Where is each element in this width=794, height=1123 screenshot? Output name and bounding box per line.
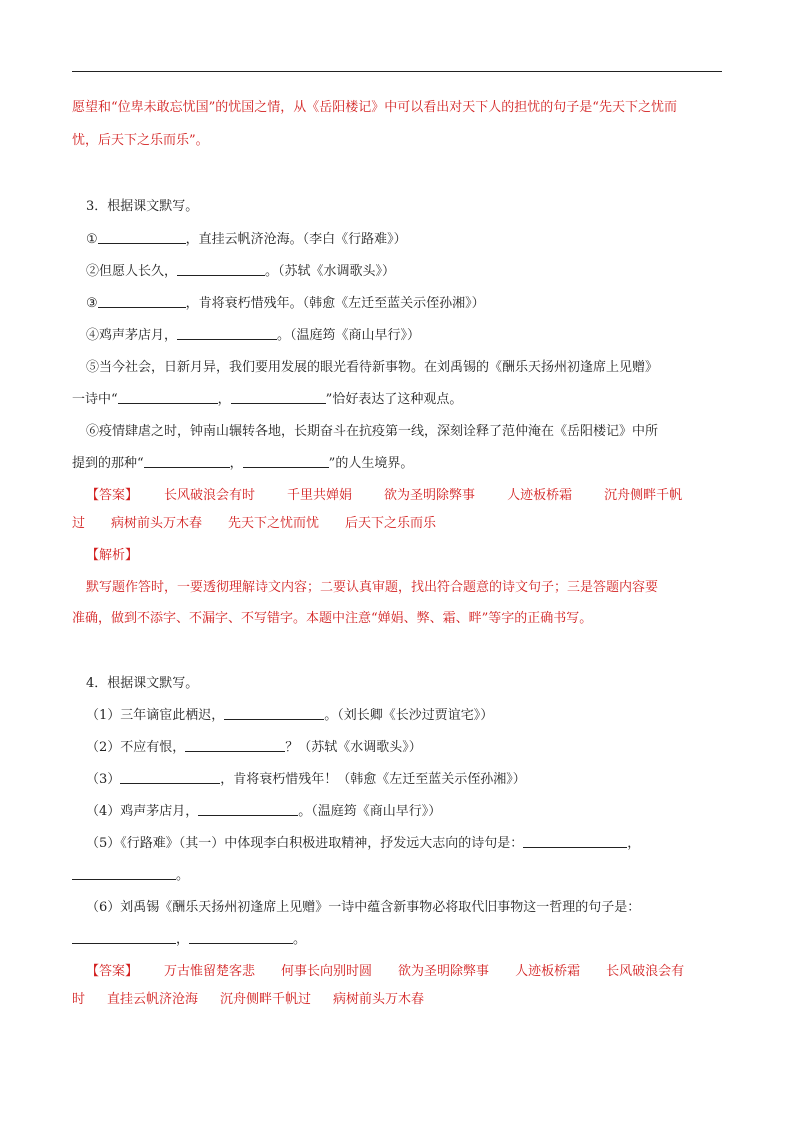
q3-item-4 <box>86 326 420 346</box>
q3-item-2-text-b: 。（苏轼《水调歌头》） <box>265 264 396 279</box>
q3-item-6-text-b: ， <box>229 456 243 471</box>
header-rule <box>72 71 722 72</box>
answer-item: 长风破浪会有时 <box>164 488 256 503</box>
q4-item-6-end: 。 <box>293 932 307 947</box>
q4-item-4-text-a: （4）鸡声茅店月， <box>86 804 199 819</box>
q4-item-2-text-b: ？（苏轼《水调歌头》） <box>285 740 422 755</box>
q4-item-3 <box>86 770 526 790</box>
q3-item-3-text: ，肯将衰朽惜残年。（韩愈《左迁至蓝关示侄孙湘》） <box>185 296 485 311</box>
q3-item-5-line-2 <box>72 390 462 410</box>
fill-blank[interactable] <box>185 739 285 752</box>
answer-item: 千里共婵娟 <box>287 488 353 503</box>
answer-item: 欲为圣明除弊事 <box>398 964 490 979</box>
fill-blank[interactable] <box>224 707 324 720</box>
q3-analysis-line-2: 准确，做到不添字、不漏字、不写错字。本题中注意“婵娟、弊、霜、畔”等字的正确书写。 <box>72 611 593 626</box>
q4-item-4-text-b: 。（温庭筠《商山早行》） <box>298 804 442 819</box>
q4-item-5-line-1 <box>86 834 640 854</box>
q4-heading: 4．根据课文默写。 <box>86 676 199 691</box>
q3-analysis-tag: 【解析】 <box>86 548 139 563</box>
q4-item-2-text-a: （2）不应有恨， <box>86 740 186 755</box>
q3-item-4-text-a: ④鸡声茅店月， <box>86 328 178 343</box>
answer-tag: 【答案】 <box>86 964 139 979</box>
answer-item: 时 <box>72 992 86 1007</box>
q3-item-2 <box>86 262 395 282</box>
q3-item-3 <box>86 294 485 314</box>
fill-blank[interactable] <box>243 455 329 468</box>
answer-item: 过 <box>72 516 86 531</box>
answer-item: 沉舟侧畔千帆过 <box>220 992 312 1007</box>
answer-item: 后天下之乐而乐 <box>345 516 437 531</box>
q4-item-3-text-a: （3） <box>86 772 121 787</box>
q4-item-1-text-a: （1）三年谪宦此栖迟， <box>86 708 225 723</box>
fill-blank[interactable] <box>177 327 277 340</box>
q3-answer-line-1 <box>86 486 682 506</box>
q4-item-6-line-2 <box>72 930 306 950</box>
answer-item: 沉舟侧畔千帆 <box>604 488 683 503</box>
fill-blank[interactable] <box>98 231 186 244</box>
answer-item: 人迹板桥霜 <box>507 488 573 503</box>
q3-item-6-text-c: ”的人生境界。 <box>328 456 414 471</box>
answer-item: 长风破浪会有 <box>606 964 685 979</box>
fill-blank[interactable] <box>98 295 186 308</box>
q3-item-6-line-2 <box>72 454 413 474</box>
answer-item: 何事长向别时圆 <box>281 964 373 979</box>
answer-item: 病树前头万木春 <box>111 516 203 531</box>
fill-blank[interactable] <box>177 263 265 276</box>
fill-blank[interactable] <box>120 771 220 784</box>
q3-item-1 <box>86 230 407 250</box>
q4-answer-line-1 <box>86 962 684 982</box>
answer-item: 欲为圣明除弊事 <box>384 488 476 503</box>
fill-blank[interactable] <box>72 931 176 944</box>
answer-item: 万古惟留楚客悲 <box>164 964 256 979</box>
q3-item-5-line-1: ⑤当今社会，日新月异，我们要用发展的眼光看待新事物。在刘禹锡的《酬乐天扬州初逢席上见赠》 <box>86 360 659 375</box>
answer-item: 先天下之忧而忧 <box>228 516 320 531</box>
q3-item-3-mark: ③ <box>86 296 98 311</box>
q3-item-1-mark: ① <box>86 232 98 247</box>
q3-answer-line-2 <box>72 514 436 534</box>
fill-blank[interactable] <box>231 391 326 404</box>
q3-item-4-text-b: 。（温庭筠《商山早行》） <box>277 328 421 343</box>
q4-item-5-line-2 <box>72 866 189 886</box>
answer-item: 直挂云帆济沧海 <box>107 992 199 1007</box>
q3-item-2-text-a: ②但愿人长久， <box>86 264 178 279</box>
prev-answer-line-1: 愿望和“位卑未敢忘忧国”的忧国之情，从《岳阳楼记》中可以看出对天下人的担忧的句子是“先天下之忧而 <box>72 100 677 115</box>
q4-item-5-text: （5）《行路难》（其一）中体现李白积极进取精神，抒发远大志向的诗句是： <box>86 836 524 851</box>
answer-item: 人迹板桥霜 <box>515 964 581 979</box>
q4-item-6-line-1: （6）刘禹锡《酬乐天扬州初逢席上见赠》一诗中蕴含新事物必将取代旧事物这一哲理的句子是： <box>86 900 641 915</box>
fill-blank[interactable] <box>189 931 293 944</box>
q3-item-6-line-1: ⑥疫情肆虐之时，钟南山辗转各地，长期奋斗在抗疫第一线，深刻诠释了范仲淹在《岳阳楼记》中所 <box>86 424 659 439</box>
answer-item: 病树前头万木春 <box>333 992 425 1007</box>
fill-blank[interactable] <box>523 835 627 848</box>
q3-heading: 3．根据课文默写。 <box>86 199 199 214</box>
answer-tag: 【答案】 <box>86 488 139 503</box>
q3-item-5-text-b: ， <box>217 392 231 407</box>
fill-blank[interactable] <box>118 391 218 404</box>
q3-analysis-line-1: 默写题作答时，一要透彻理解诗文内容；二要认真审题，找出符合题意的诗文句子；三是答题内容要 <box>86 580 659 595</box>
q3-item-6-text-a: 提到的那种“ <box>72 456 144 471</box>
fill-blank[interactable] <box>198 803 298 816</box>
q4-item-5-end: 。 <box>176 868 190 883</box>
fill-blank[interactable] <box>144 455 230 468</box>
q3-item-1-text: ，直挂云帆济沧海。（李白《行路难》） <box>185 232 407 247</box>
prev-answer-line-2: 忧，后天下之乐而乐”。 <box>72 133 209 148</box>
q4-item-2 <box>86 738 422 758</box>
q4-item-1-text-b: 。（刘长卿《长沙过贾谊宅》） <box>324 708 494 723</box>
q4-item-5-comma: ， <box>627 836 641 851</box>
q4-item-1 <box>86 706 493 726</box>
q3-item-5-text-a: 一诗中“ <box>72 392 118 407</box>
q3-item-5-text-c: ”恰好表达了这种观点。 <box>325 392 463 407</box>
q4-item-4 <box>86 802 441 822</box>
q4-item-6-comma: ， <box>176 932 190 947</box>
q4-answer-line-2 <box>72 990 424 1010</box>
q4-item-3-text-b: ，肯将衰朽惜残年！（韩愈《左迁至蓝关示侄孙湘》） <box>220 772 526 787</box>
fill-blank[interactable] <box>72 867 176 880</box>
